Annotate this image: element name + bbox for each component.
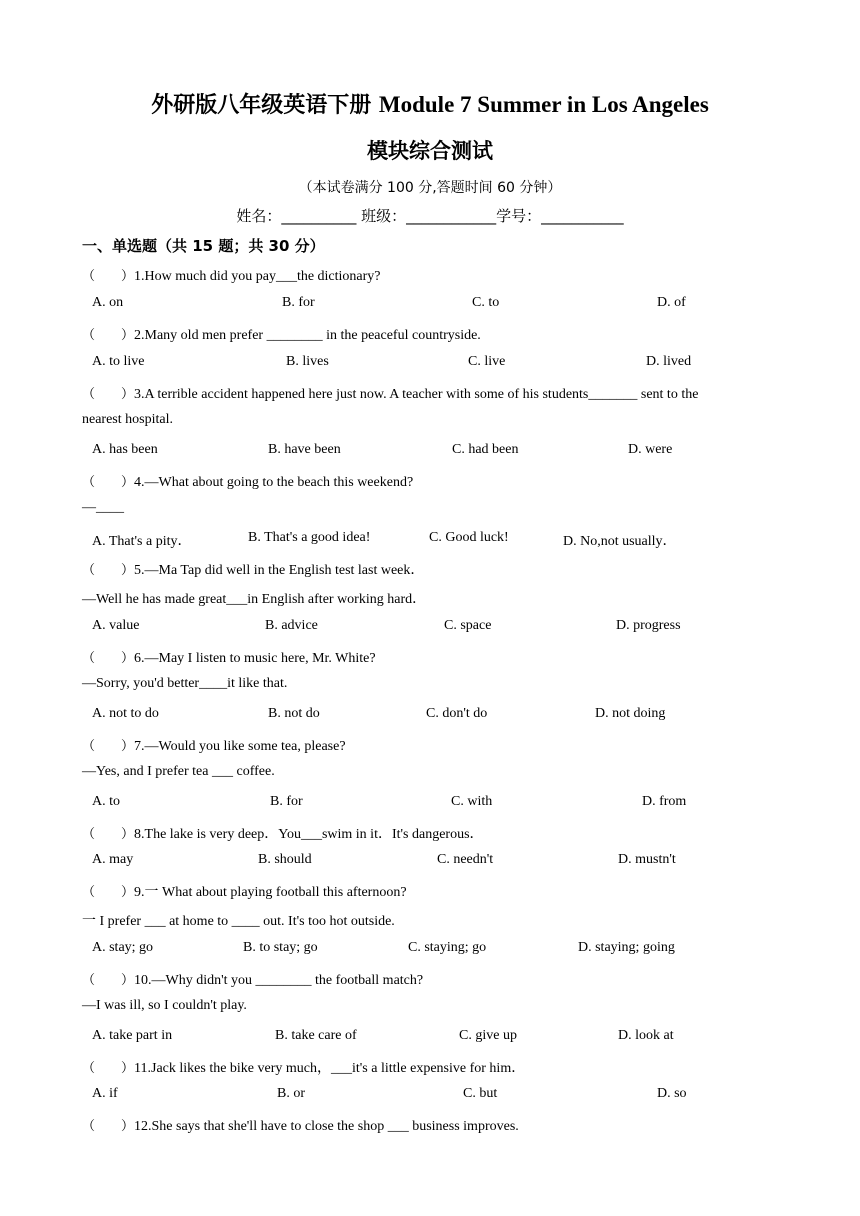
option-c: C. Good luck!: [429, 530, 509, 545]
question-stem: 12.She says that she'll have to close the shop ___ business improves.: [134, 1119, 519, 1134]
question-7: [82, 735, 346, 755]
question-stem: 1.How much did you pay___the dictionary?: [134, 269, 381, 284]
option-b: B. lives: [286, 354, 329, 369]
question-stem: 4.—What about going to the beach this weekend?: [134, 475, 414, 490]
option-a: A. on: [92, 295, 124, 310]
option-a: A. to live: [92, 354, 145, 369]
option-c: C. give up: [459, 1028, 517, 1043]
option-a: A. may: [92, 852, 134, 867]
section-heading: 一、单选题（共 15 题；共 30 分）: [82, 237, 325, 255]
question-continuation: —Sorry, you'd better____it like that.: [82, 676, 288, 691]
answer-blank: （ ）: [82, 827, 135, 842]
answer-blank: （ ）: [82, 563, 135, 578]
answer-blank: （ ）: [82, 885, 135, 900]
title-chinese: 外研版八年级英语下册: [151, 93, 372, 118]
answer-blank: （ ）: [82, 1119, 135, 1134]
answer-blank: （ ）: [82, 973, 135, 988]
option-d: D. of: [657, 295, 686, 310]
option-a: A. value: [92, 618, 140, 633]
option-a: A. take part in: [92, 1028, 173, 1043]
option-c: C. had been: [452, 442, 519, 457]
student-info-line: 姓名：__________ 班级：____________学号：___________: [236, 207, 624, 225]
question-1: [82, 265, 381, 285]
option-a: A. to: [92, 794, 120, 809]
option-c: C. with: [451, 794, 493, 809]
question-stem: 8.The lake is very deep．You___swim in it．It's dangerous．: [134, 827, 484, 842]
question-8: [82, 823, 484, 843]
question-stem: 3.A terrible accident happened here just now. A teacher with some of his students_______ sent to the: [134, 387, 699, 402]
option-b: B. take care of: [275, 1028, 357, 1043]
question-stem: 5.—Ma Tap did well in the English test last week．: [134, 563, 425, 578]
question-6: [82, 647, 376, 667]
question-continuation: —____: [82, 500, 124, 515]
option-d: D. were: [628, 442, 673, 457]
question-10: [82, 969, 423, 989]
question-11: [82, 1057, 525, 1077]
option-c: C. to: [472, 295, 500, 310]
question-continuation: 一 I prefer ___ at home to ____ out. It's too hot outside.: [82, 914, 395, 929]
title-english: Module 7 Summer in Los Angeles: [378, 92, 709, 117]
question-stem: 7.—Would you like some tea, please?: [134, 739, 346, 754]
option-b: B. not do: [268, 706, 320, 721]
option-d: D. staying; going: [578, 940, 675, 955]
option-d: D. look at: [618, 1028, 674, 1043]
option-a: A. stay; go: [92, 940, 154, 955]
question-continuation: —Well he has made great___in English after working hard．: [82, 592, 427, 607]
option-a: A. has been: [92, 442, 158, 457]
question-4: [82, 471, 413, 491]
option-b: B. for: [282, 295, 315, 310]
question-stem: 2.Many old men prefer ________ in the peaceful countryside.: [134, 328, 481, 343]
question-continuation: —Yes, and I prefer tea ___ coffee.: [82, 764, 275, 779]
option-d: D. not doing: [595, 706, 666, 721]
option-b: B. have been: [268, 442, 341, 457]
question-stem: 11.Jack likes the bike very much，___it's a little expensive for him．: [134, 1061, 526, 1076]
exam-title: [0, 88, 860, 119]
question-5: [82, 559, 424, 579]
option-c: C. live: [468, 354, 506, 369]
question-9: [82, 881, 407, 901]
option-b: B. for: [270, 794, 303, 809]
option-a: A. That's a pity．: [92, 534, 192, 549]
answer-blank: （ ）: [82, 475, 135, 490]
option-a: A. not to do: [92, 706, 159, 721]
option-b: B. should: [258, 852, 312, 867]
question-continuation: —I was ill, so I couldn't play.: [82, 998, 247, 1013]
option-d: D. lived: [646, 354, 692, 369]
answer-blank: （ ）: [82, 328, 135, 343]
answer-blank: （ ）: [82, 387, 135, 402]
question-12: [82, 1115, 519, 1135]
option-b: B. to stay; go: [243, 940, 318, 955]
option-c: C. needn't: [437, 852, 494, 867]
answer-blank: （ ）: [82, 651, 135, 666]
question-stem: 9.一 What about playing football this afternoon?: [134, 885, 407, 900]
exam-note: （本试卷满分 100 分,答题时间 60 分钟）: [298, 180, 562, 196]
answer-blank: （ ）: [82, 269, 135, 284]
exam-subtitle: 模块综合测试: [367, 139, 493, 163]
option-c: C. space: [444, 618, 492, 633]
option-c: C. staying; go: [408, 940, 487, 955]
option-c: C. don't do: [426, 706, 488, 721]
option-b: B. or: [277, 1086, 305, 1101]
option-d: D. from: [642, 794, 687, 809]
question-continuation: nearest hospital.: [82, 412, 173, 427]
option-b: B. advice: [265, 618, 318, 633]
option-d: D. progress: [616, 618, 681, 633]
option-d: D. mustn't: [618, 852, 676, 867]
question-stem: 10.—Why didn't you ________ the football match?: [134, 973, 424, 988]
question-stem: 6.—May I listen to music here, Mr. White?: [134, 651, 376, 666]
question-3: [82, 383, 698, 403]
option-d: D. so: [657, 1086, 687, 1101]
option-a: A. if: [92, 1086, 118, 1101]
option-d: D. No,not usually．: [563, 534, 677, 549]
option-c: C. but: [463, 1086, 498, 1101]
answer-blank: （ ）: [82, 1061, 135, 1076]
option-b: B. That's a good idea!: [248, 530, 371, 545]
answer-blank: （ ）: [82, 739, 135, 754]
question-2: [82, 324, 481, 344]
